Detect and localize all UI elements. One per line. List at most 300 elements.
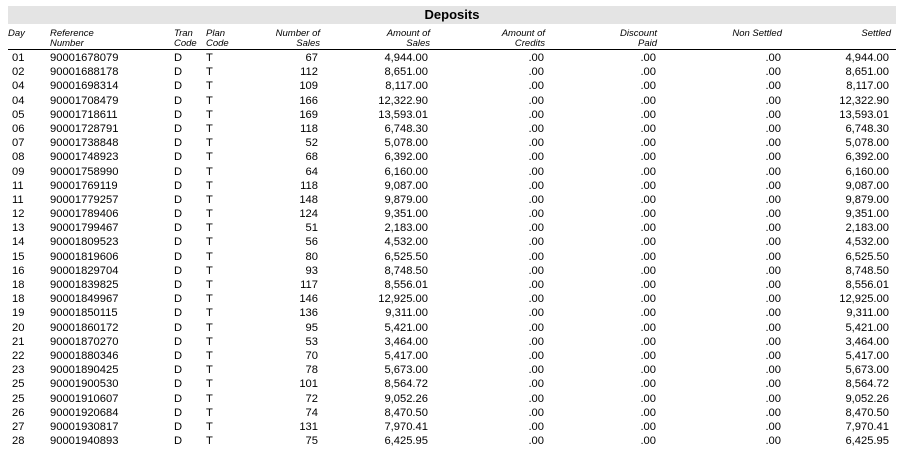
header-discount-line1: Discount [620, 28, 657, 39]
table-row [0, 51, 897, 65]
non-settled-cell: .00 [765, 435, 781, 448]
tran-code-cell: D [174, 435, 183, 448]
tran-code-cell: D [174, 108, 183, 121]
reference-cell: 90001839825 [50, 279, 119, 291]
day-cell: 23 [12, 364, 25, 377]
number-of-sales-cell: 74 [305, 406, 318, 419]
tran-code-cell: D [174, 52, 183, 64]
amount-of-sales-cell: 4,532.00 [384, 236, 428, 249]
credits-cell: .00 [528, 193, 544, 206]
reference-cell: 90001678079 [50, 52, 119, 64]
day-cell: 11 [12, 179, 24, 192]
plan-code-cell: T [206, 435, 213, 448]
credits-cell: .00 [528, 364, 544, 377]
tran-code-cell: D [174, 208, 183, 221]
discount-cell: .00 [640, 108, 656, 121]
discount-cell: .00 [640, 250, 656, 263]
table-row [0, 363, 897, 377]
non-settled-cell: .00 [765, 94, 781, 107]
number-of-sales-cell: 78 [305, 364, 318, 377]
reference-cell: 90001829704 [50, 264, 119, 277]
discount-cell: .00 [640, 94, 656, 107]
amount-of-sales-cell: 8,556.01 [384, 279, 428, 291]
non-settled-cell: .00 [765, 193, 781, 206]
settled-cell: 9,879.00 [845, 193, 889, 206]
reference-cell: 90001880346 [50, 349, 119, 362]
credits-cell: .00 [528, 307, 544, 320]
discount-cell: .00 [640, 420, 656, 433]
non-settled-cell: .00 [765, 208, 781, 221]
amount-of-sales-cell: 5,078.00 [384, 137, 428, 150]
plan-code-cell: T [206, 208, 213, 221]
table-row [0, 406, 897, 420]
discount-cell: .00 [640, 279, 656, 291]
day-cell: 21 [12, 335, 25, 348]
number-of-sales-cell: 80 [305, 250, 318, 263]
tran-code-cell: D [174, 406, 183, 419]
plan-code-cell: T [206, 193, 213, 206]
table-row [0, 264, 897, 278]
non-settled-cell: .00 [765, 378, 781, 391]
header-nonsettled-line2: Non Settled [732, 28, 782, 39]
header-day-line2: Day [8, 28, 25, 39]
amount-of-sales-cell: 9,351.00 [384, 208, 428, 221]
number-of-sales-cell: 56 [305, 236, 318, 249]
header-credits-line2: Credits [514, 38, 545, 49]
table-row [0, 79, 897, 93]
day-cell: 09 [12, 165, 25, 178]
settled-cell: 12,925.00 [839, 293, 889, 306]
reference-cell: 90001819606 [50, 250, 119, 263]
settled-cell: 2,183.00 [845, 222, 889, 235]
number-of-sales-cell: 117 [300, 279, 318, 291]
discount-cell: .00 [640, 193, 656, 206]
reference-cell: 90001688178 [50, 66, 119, 79]
day-cell: 25 [12, 378, 25, 391]
non-settled-cell: .00 [765, 66, 781, 79]
day-cell: 05 [12, 108, 25, 121]
discount-cell: .00 [640, 349, 656, 362]
tran-code-cell: D [174, 321, 183, 334]
reference-cell: 90001920684 [50, 406, 119, 419]
plan-code-cell: T [206, 222, 213, 235]
header-plan-line1: Plan [206, 28, 226, 39]
table-row [0, 321, 897, 335]
credits-cell: .00 [528, 179, 544, 192]
tran-code-cell: D [174, 392, 183, 405]
header-settled-line2: Settled [861, 28, 891, 39]
settled-cell: 13,593.01 [839, 108, 889, 121]
day-cell: 01 [12, 52, 25, 64]
number-of-sales-cell: 146 [299, 293, 318, 306]
plan-code-cell: T [206, 94, 213, 107]
credits-cell: .00 [528, 80, 544, 93]
amount-of-sales-cell: 12,322.90 [378, 94, 428, 107]
settled-cell: 8,564.72 [845, 378, 889, 391]
deposits-table-body [0, 51, 897, 448]
reference-cell: 90001718611 [50, 108, 118, 121]
number-of-sales-cell: 148 [299, 193, 318, 206]
header-ref-line2: Number [50, 38, 84, 49]
plan-code-cell: T [206, 137, 213, 150]
tran-code-cell: D [174, 66, 183, 79]
plan-code-cell: T [206, 279, 213, 291]
plan-code-cell: T [206, 392, 213, 405]
discount-cell: .00 [640, 208, 656, 221]
number-of-sales-cell: 67 [305, 52, 318, 64]
number-of-sales-cell: 118 [300, 179, 318, 192]
plan-code-cell: T [206, 179, 213, 192]
credits-cell: .00 [528, 349, 544, 362]
settled-cell: 3,464.00 [845, 335, 889, 348]
reference-cell: 90001748923 [50, 151, 119, 164]
discount-cell: .00 [640, 80, 656, 93]
tran-code-cell: D [174, 279, 183, 291]
credits-cell: .00 [528, 108, 544, 121]
number-of-sales-cell: 166 [299, 94, 318, 107]
settled-cell: 9,351.00 [845, 208, 889, 221]
number-of-sales-cell: 136 [299, 307, 318, 320]
header-tran-line2: Code [174, 38, 197, 49]
table-row [0, 335, 897, 349]
header-divider [8, 49, 896, 50]
table-row [0, 207, 897, 221]
credits-cell: .00 [528, 264, 544, 277]
non-settled-cell: .00 [765, 179, 781, 192]
reference-cell: 90001758990 [50, 165, 119, 178]
non-settled-cell: .00 [765, 264, 781, 277]
settled-cell: 8,470.50 [845, 406, 889, 419]
credits-cell: .00 [528, 122, 544, 135]
header-settled [800, 29, 891, 39]
plan-code-cell: T [206, 151, 213, 164]
day-cell: 02 [12, 66, 25, 79]
amount-of-sales-cell: 12,925.00 [378, 293, 428, 306]
non-settled-cell: .00 [765, 222, 781, 235]
plan-code-cell: T [206, 80, 213, 93]
amount-of-sales-cell: 9,052.26 [384, 392, 428, 405]
settled-cell: 5,421.00 [845, 321, 889, 334]
header-count-line2: Sales [296, 38, 320, 49]
discount-cell: .00 [640, 321, 656, 334]
reference-cell: 90001769119 [50, 179, 118, 192]
number-of-sales-cell: 51 [305, 222, 318, 235]
discount-cell: .00 [640, 435, 656, 448]
non-settled-cell: .00 [765, 52, 781, 64]
tran-code-cell: D [174, 307, 183, 320]
day-cell: 14 [12, 236, 25, 249]
amount-of-sales-cell: 3,464.00 [384, 335, 428, 348]
table-row [0, 292, 897, 306]
discount-cell: .00 [640, 392, 656, 405]
day-cell: 18 [12, 279, 25, 291]
reference-cell: 90001698314 [50, 80, 119, 93]
non-settled-cell: .00 [765, 307, 781, 320]
discount-cell: .00 [640, 335, 656, 348]
plan-code-cell: T [206, 52, 213, 64]
header-count-line1: Number of [275, 28, 320, 39]
non-settled-cell: .00 [765, 151, 781, 164]
header-ref-line1: Reference [50, 28, 94, 39]
amount-of-sales-cell: 2,183.00 [384, 222, 428, 235]
credits-cell: .00 [528, 335, 544, 348]
credits-cell: .00 [528, 279, 544, 291]
settled-cell: 5,078.00 [845, 137, 889, 150]
day-cell: 18 [12, 293, 25, 306]
day-cell: 07 [12, 137, 25, 150]
reference-cell: 90001870270 [50, 335, 119, 348]
settled-cell: 8,651.00 [845, 66, 889, 79]
table-row [0, 94, 897, 108]
discount-cell: .00 [640, 293, 656, 306]
header-tran-line1: Tran [174, 28, 193, 39]
table-row [0, 377, 897, 391]
tran-code-cell: D [174, 122, 183, 135]
table-row [0, 122, 897, 136]
settled-cell: 4,532.00 [845, 236, 889, 249]
settled-cell: 8,117.00 [846, 80, 889, 93]
reference-cell: 90001910607 [50, 392, 119, 405]
amount-of-sales-cell: 6,748.30 [384, 122, 428, 135]
non-settled-cell: .00 [765, 236, 781, 249]
discount-cell: .00 [640, 264, 656, 277]
tran-code-cell: D [174, 420, 183, 433]
discount-cell: .00 [640, 378, 656, 391]
day-cell: 15 [12, 250, 25, 263]
reference-cell: 90001860172 [50, 321, 119, 334]
table-row [0, 165, 897, 179]
plan-code-cell: T [206, 293, 213, 306]
reference-cell: 90001890425 [50, 364, 119, 377]
non-settled-cell: .00 [765, 250, 781, 263]
number-of-sales-cell: 72 [305, 392, 318, 405]
day-cell: 26 [12, 406, 25, 419]
day-cell: 20 [12, 321, 25, 334]
non-settled-cell: .00 [765, 392, 781, 405]
amount-of-sales-cell: 8,117.00 [385, 80, 428, 93]
plan-code-cell: T [206, 420, 213, 433]
tran-code-cell: D [174, 378, 183, 391]
table-row [0, 136, 897, 150]
discount-cell: .00 [640, 406, 656, 419]
header-tran-code [174, 29, 197, 49]
number-of-sales-cell: 75 [305, 435, 318, 448]
number-of-sales-cell: 68 [305, 151, 318, 164]
number-of-sales-cell: 112 [300, 66, 318, 79]
plan-code-cell: T [206, 122, 213, 135]
discount-cell: .00 [640, 137, 656, 150]
number-of-sales-cell: 95 [305, 321, 318, 334]
non-settled-cell: .00 [765, 293, 781, 306]
discount-cell: .00 [640, 179, 656, 192]
reference-cell: 90001809523 [50, 236, 119, 249]
table-row [0, 150, 897, 164]
settled-cell: 5,417.00 [845, 349, 889, 362]
table-row [0, 65, 897, 79]
number-of-sales-cell: 93 [305, 264, 318, 277]
table-row [0, 349, 897, 363]
number-of-sales-cell: 109 [299, 80, 318, 93]
amount-of-sales-cell: 8,470.50 [384, 406, 428, 419]
tran-code-cell: D [174, 335, 183, 348]
tran-code-cell: D [174, 250, 183, 263]
tran-code-cell: D [174, 236, 183, 249]
non-settled-cell: .00 [765, 279, 781, 291]
amount-of-sales-cell: 6,425.95 [384, 435, 428, 448]
amount-of-sales-cell: 8,651.00 [384, 66, 428, 79]
header-amount-of-credits [455, 29, 545, 49]
amount-of-sales-cell: 8,748.50 [384, 264, 428, 277]
discount-cell: .00 [640, 66, 656, 79]
settled-cell: 8,556.01 [845, 279, 889, 291]
header-amt-line1: Amount of [386, 28, 430, 39]
plan-code-cell: T [206, 378, 213, 391]
reference-cell: 90001850115 [50, 307, 118, 320]
amount-of-sales-cell: 6,160.00 [384, 165, 428, 178]
plan-code-cell: T [206, 406, 213, 419]
tran-code-cell: D [174, 293, 183, 306]
non-settled-cell: .00 [765, 335, 781, 348]
reference-cell: 90001728791 [50, 122, 119, 135]
header-non-settled [692, 29, 782, 39]
day-cell: 12 [12, 208, 25, 221]
settled-cell: 9,087.00 [845, 179, 889, 192]
reference-cell: 90001940893 [50, 435, 119, 448]
credits-cell: .00 [528, 435, 544, 448]
non-settled-cell: .00 [765, 137, 781, 150]
plan-code-cell: T [206, 236, 213, 249]
day-cell: 13 [12, 222, 25, 235]
header-day [8, 29, 25, 39]
credits-cell: .00 [528, 420, 544, 433]
credits-cell: .00 [528, 378, 544, 391]
settled-cell: 6,160.00 [845, 165, 889, 178]
plan-code-cell: T [206, 321, 213, 334]
number-of-sales-cell: 70 [305, 349, 318, 362]
number-of-sales-cell: 52 [305, 137, 318, 150]
credits-cell: .00 [528, 321, 544, 334]
discount-cell: .00 [640, 307, 656, 320]
credits-cell: .00 [528, 293, 544, 306]
header-credits-line1: Amount of [501, 28, 545, 39]
amount-of-sales-cell: 6,392.00 [384, 151, 428, 164]
table-row [0, 250, 897, 264]
table-row [0, 193, 897, 207]
day-cell: 06 [12, 122, 25, 135]
reference-cell: 90001779257 [50, 193, 119, 206]
amount-of-sales-cell: 4,944.00 [384, 52, 428, 64]
number-of-sales-cell: 101 [299, 378, 318, 391]
credits-cell: .00 [528, 165, 544, 178]
report-title: Deposits [8, 6, 896, 24]
reference-cell: 90001789406 [50, 208, 119, 221]
reference-cell: 90001849967 [50, 293, 119, 306]
day-cell: 11 [12, 193, 24, 206]
credits-cell: .00 [528, 392, 544, 405]
credits-cell: .00 [528, 94, 544, 107]
day-cell: 04 [12, 80, 25, 93]
header-plan-line2: Code [206, 38, 229, 49]
plan-code-cell: T [206, 165, 213, 178]
amount-of-sales-cell: 5,417.00 [384, 349, 428, 362]
table-row [0, 392, 897, 406]
tran-code-cell: D [174, 364, 183, 377]
number-of-sales-cell: 124 [299, 208, 318, 221]
day-cell: 16 [12, 264, 25, 277]
table-row [0, 221, 897, 235]
non-settled-cell: .00 [765, 420, 781, 433]
amount-of-sales-cell: 9,087.00 [384, 179, 428, 192]
non-settled-cell: .00 [765, 349, 781, 362]
tran-code-cell: D [174, 222, 183, 235]
credits-cell: .00 [528, 236, 544, 249]
settled-cell: 6,525.50 [845, 250, 889, 263]
plan-code-cell: T [206, 264, 213, 277]
tran-code-cell: D [174, 94, 183, 107]
reference-cell: 90001738848 [50, 137, 119, 150]
non-settled-cell: .00 [765, 80, 781, 93]
settled-cell: 6,392.00 [845, 151, 889, 164]
credits-cell: .00 [528, 222, 544, 235]
number-of-sales-cell: 53 [305, 335, 318, 348]
non-settled-cell: .00 [765, 321, 781, 334]
non-settled-cell: .00 [765, 406, 781, 419]
amount-of-sales-cell: 6,525.50 [384, 250, 428, 263]
tran-code-cell: D [174, 137, 183, 150]
discount-cell: .00 [640, 236, 656, 249]
credits-cell: .00 [528, 151, 544, 164]
settled-cell: 6,425.95 [845, 435, 889, 448]
plan-code-cell: T [206, 66, 213, 79]
header-amt-line2: Sales [406, 38, 430, 49]
number-of-sales-cell: 118 [300, 122, 318, 135]
credits-cell: .00 [528, 250, 544, 263]
settled-cell: 4,944.00 [845, 52, 889, 64]
discount-cell: .00 [640, 364, 656, 377]
reference-cell: 90001900530 [50, 378, 119, 391]
non-settled-cell: .00 [765, 165, 781, 178]
header-discount-paid [570, 29, 657, 49]
credits-cell: .00 [528, 406, 544, 419]
day-cell: 08 [12, 151, 25, 164]
tran-code-cell: D [174, 80, 183, 93]
reference-cell: 90001708479 [50, 94, 119, 107]
credits-cell: .00 [528, 66, 544, 79]
settled-cell: 7,970.41 [845, 420, 889, 433]
non-settled-cell: .00 [765, 108, 781, 121]
reference-cell: 90001799467 [50, 222, 119, 235]
day-cell: 19 [12, 307, 25, 320]
table-row [0, 306, 897, 320]
header-amount-of-sales [340, 29, 430, 49]
plan-code-cell: T [206, 335, 213, 348]
day-cell: 28 [12, 435, 25, 448]
table-row [0, 420, 897, 434]
settled-cell: 6,748.30 [845, 122, 889, 135]
amount-of-sales-cell: 5,673.00 [384, 364, 428, 377]
amount-of-sales-cell: 8,564.72 [384, 378, 428, 391]
plan-code-cell: T [206, 349, 213, 362]
amount-of-sales-cell: 9,311.00 [385, 307, 428, 320]
discount-cell: .00 [640, 52, 656, 64]
header-reference-number [50, 29, 94, 49]
non-settled-cell: .00 [765, 364, 781, 377]
header-plan-code [206, 29, 229, 49]
day-cell: 22 [12, 349, 25, 362]
header-discount-line2: Paid [637, 38, 657, 49]
amount-of-sales-cell: 7,970.41 [384, 420, 428, 433]
table-row [0, 179, 897, 193]
